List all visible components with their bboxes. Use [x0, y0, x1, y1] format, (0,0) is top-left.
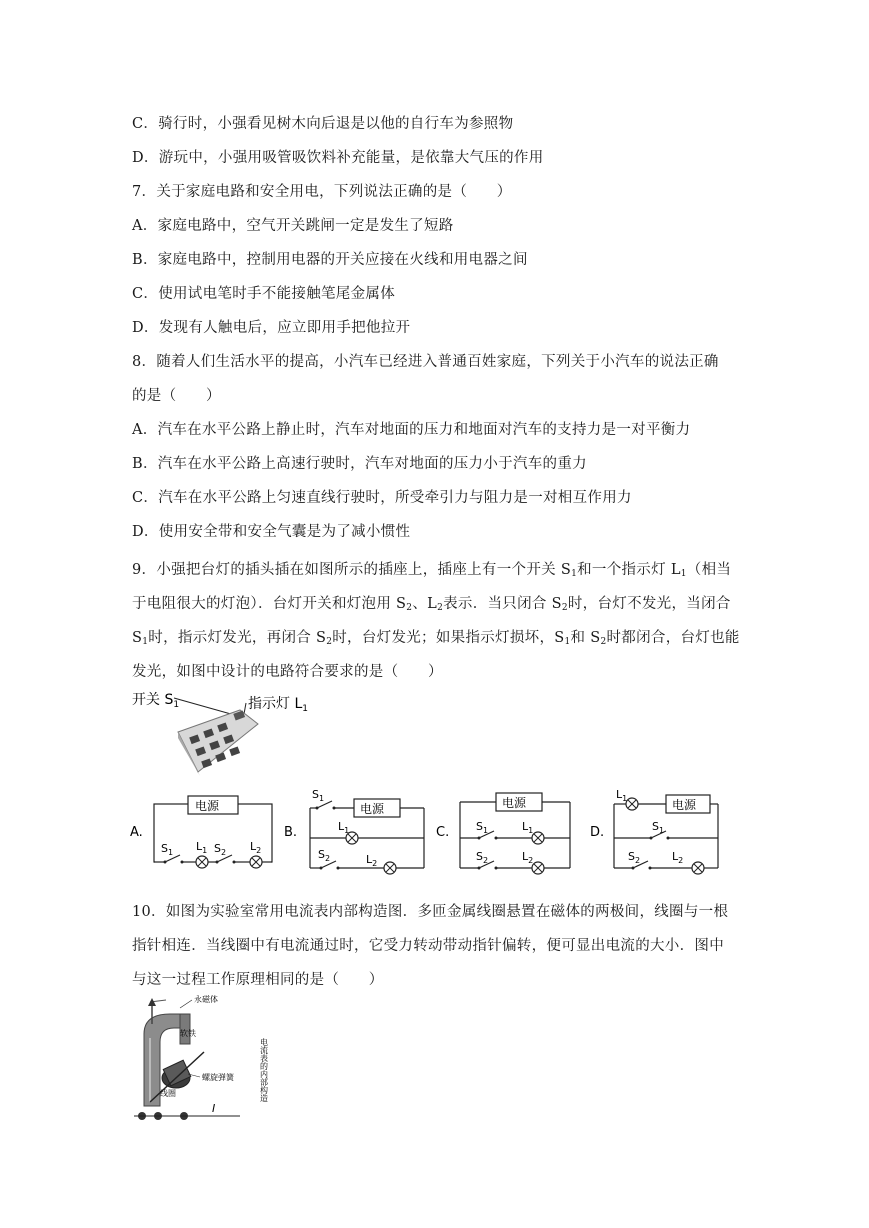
q9-text: 时，台灯发光；如果指示灯损坏，S [332, 630, 565, 646]
q9-text: 时，指示灯发光，再闭合 S [148, 630, 327, 646]
power-label: 电源 [195, 799, 220, 813]
spring-label: 螺旋弹簧 [202, 1073, 234, 1082]
switch-label: 开关 $S_1$ [132, 692, 180, 710]
q9-sub: 2 [437, 603, 444, 613]
option-a-label: A. [130, 825, 143, 840]
s2-label: $S_2$ [214, 842, 227, 857]
current-label: I [212, 1102, 216, 1115]
q9-sub: 1 [680, 569, 687, 579]
q9-sub: 2 [561, 603, 568, 613]
lamp-l2 [532, 862, 544, 874]
ammeter-caption: 电流表的内部构造 [259, 1038, 269, 1102]
q7-option-c: C．使用试电笔时手不能接触笔尾金属体 [132, 286, 395, 302]
magnet-label: 永磁体 [194, 995, 218, 1004]
option-d-label: D. [590, 825, 605, 840]
circuit-option-b [282, 786, 432, 880]
q9-stem-line2 [132, 592, 731, 613]
power-label: 电源 [360, 802, 385, 816]
circuit-option-a [128, 790, 283, 876]
q9-stem-line3 [132, 626, 740, 647]
q8-option-c: C．汽车在水平公路上匀速直线行驶时，所受牵引力与阻力是一对相互作用力 [132, 490, 632, 506]
q6-option-c: C．骑行时，小强看见树木向后退是以他的自行车为参照物 [132, 116, 514, 132]
q9-text: S [132, 630, 143, 646]
q7-stem: 7．关于家庭电路和安全用电，下列说法正确的是（ ） [132, 184, 512, 200]
q9-text: （相当 [686, 562, 732, 578]
s1-label: $S_1$ [652, 820, 665, 835]
l2-label: $L_2$ [672, 850, 684, 865]
q9-sub: 2 [600, 637, 607, 647]
circuit-option-d [588, 788, 728, 880]
lamp-l1 [626, 798, 638, 810]
power-strip-figure [128, 686, 358, 778]
q8-option-a: A．汽车在水平公路上静止时，汽车对地面的压力和地面对汽车的支持力是一对平衡力 [132, 422, 691, 438]
l1-label: $L_1$ [338, 820, 350, 835]
ammeter-structure-figure [130, 994, 278, 1124]
pointer-arrow [148, 998, 156, 1006]
q9-sub: 1 [142, 637, 149, 647]
q10-stem-line3: 与这一过程工作原理相同的是（ ） [132, 972, 384, 988]
q8-stem-line1: 8．随着人们生活水平的提高，小汽车已经进入普通百姓家庭，下列关于小汽车的说法正确 [132, 354, 719, 370]
q10-stem-line1: 10．如图为实验室常用电流表内部构造图．多匝金属线圈悬置在磁体的两极间，线圈与一根 [132, 904, 729, 920]
q9-sub: 2 [406, 603, 413, 613]
q8-stem-line2: 的是（ ） [132, 388, 221, 404]
l2-label: $L_2$ [522, 850, 534, 865]
s1-label: $S_1$ [312, 788, 325, 803]
q7-option-d: D．发现有人触电后，应立即用手把他拉开 [132, 320, 411, 336]
power-label: 电源 [502, 796, 527, 810]
lamp-l2 [384, 862, 396, 874]
q9-text: 、L [412, 596, 438, 612]
q9-text: 和一个指示灯 L [577, 562, 681, 578]
q9-text: 时都闭合，台灯也能 [606, 630, 740, 646]
q9-sub: 1 [571, 569, 578, 579]
l1-label: $L_1$ [196, 840, 208, 855]
q9-text: 和 S [570, 630, 601, 646]
q6-option-d: D．游玩中，小强用吸管吸饮料补充能量，是依靠大气压的作用 [132, 150, 544, 166]
power-strip [178, 710, 258, 776]
q10-stem-line2: 指针相连．当线圈中有电流通过时，它受力转动带动指针偏转，便可显出电流的大小．图中 [132, 938, 724, 954]
s2-label: $S_2$ [628, 850, 641, 865]
s2-label: $S_2$ [318, 848, 331, 863]
q9-text: 时，台灯不发光，当闭合 [567, 596, 731, 612]
option-b-label: B. [284, 825, 298, 840]
s1-label: $S_1$ [476, 820, 489, 835]
s2-label: $S_2$ [476, 850, 489, 865]
q9-text: 9．小强把台灯的插头插在如图所示的插座上，插座上有一个开关 S [132, 562, 572, 578]
l1-label: $L_1$ [522, 820, 534, 835]
q9-sub: 2 [326, 637, 333, 647]
l1-label: $L_1$ [616, 788, 628, 803]
l2-label: $L_2$ [366, 853, 378, 868]
coil-label: 线圈 [160, 1089, 176, 1098]
lamp-l1 [196, 856, 208, 868]
power-label: 电源 [672, 798, 697, 812]
iron-label: 软铁 [180, 1029, 196, 1038]
q9-stem-line1 [132, 558, 731, 579]
lamp-l2 [250, 856, 262, 868]
option-c-label: C. [436, 825, 450, 840]
lamp-leader-line [244, 703, 246, 714]
s1-label: $S_1$ [161, 842, 174, 857]
l2-label: $L_2$ [250, 840, 262, 855]
terminals [134, 1112, 240, 1120]
q9-text: 于电阻很大的灯泡）．台灯开关和灯泡用 S [132, 596, 407, 612]
indicator-label: 指示灯 $L_1$ [248, 696, 308, 714]
q7-option-b: B．家庭电路中，控制用电器的开关应接在火线和用电器之间 [132, 252, 528, 268]
lamp-l1 [532, 832, 544, 844]
circuit-option-c [434, 788, 582, 880]
q9-text: 表示．当只闭合 S [443, 596, 562, 612]
coil [162, 1060, 191, 1088]
q7-option-a: A．家庭电路中，空气开关跳闸一定是发生了短路 [132, 218, 454, 234]
q9-sub: 1 [564, 637, 571, 647]
q8-option-b: B．汽车在水平公路上高速行驶时，汽车对地面的压力小于汽车的重力 [132, 456, 587, 472]
q9-stem-line4: 发光，如图中设计的电路符合要求的是（ ） [132, 664, 443, 680]
q8-option-d: D．使用安全带和安全气囊是为了减小惯性 [132, 524, 411, 540]
lamp-l2 [692, 862, 704, 874]
switch-leader-line [174, 698, 238, 716]
